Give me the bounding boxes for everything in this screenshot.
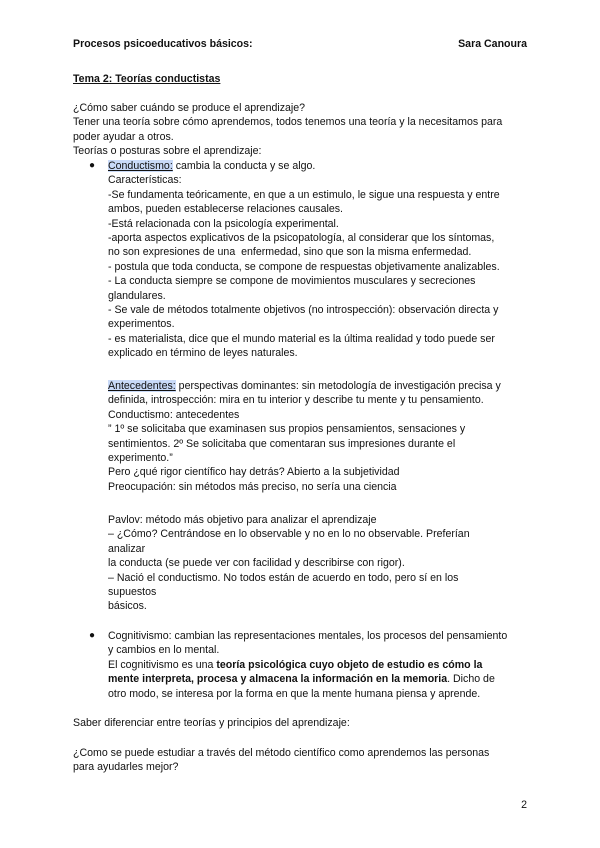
text-line: ambos, pueden establecerse relaciones causales. (108, 203, 343, 216)
text-line: supuestos (108, 586, 157, 599)
text-line: experimentos. (108, 318, 175, 331)
text-line: Pero ¿qué rigor científico hay detrás? Abierto a la subjetividad (108, 466, 400, 479)
closing-statement (73, 716, 533, 730)
pavlov-section (108, 513, 533, 614)
text-line: – ¿Cómo? Centrándose en lo observable y no en lo no observable. Preferían (108, 528, 470, 541)
text-line: Preocupación: sin métodos más preciso, no sería una ciencia (108, 480, 397, 493)
text-line: ” 1º se solicitaba que examinasen sus propios pensamientos, sensaciones y (108, 423, 466, 436)
antecedentes-heading (108, 379, 533, 393)
bullet-icon: ● (89, 160, 96, 171)
text-line: básicos. (108, 600, 147, 613)
text-line: - postula que toda conducta, se compone de respuestas objetivamente analizables. (108, 260, 500, 273)
intro-paragraph (73, 101, 533, 159)
text-line: Pavlov: método más objetivo para analizar el aprendizaje (108, 514, 377, 526)
text-line: la conducta (se puede ver con facilidad y describirse con rigor). (108, 557, 405, 570)
intro-line: poder ayudar a otros. (73, 130, 174, 143)
text-line: Conductismo: antecedentes (108, 408, 240, 421)
text-line: analizar (108, 542, 146, 555)
text-run: . Dicho de (447, 673, 495, 686)
intro-line: Tener una teoría sobre cómo aprendemos, todos tenemos una teoría y la necesitamos para (73, 116, 503, 129)
text-line: Cognitivismo: cambian las representaciones mentales, los procesos del pensamiento (108, 630, 508, 642)
closing-question (73, 746, 533, 775)
text-line: Saber diferenciar entre teorías y principios del aprendizaje: (73, 717, 350, 729)
author-name: Sara Canoura (458, 38, 527, 50)
bullet-icon: ● (89, 630, 96, 641)
text-line: otro modo, se interesa por la forma en que la mente humana piensa y aprende. (108, 687, 481, 700)
text-line: -aporta aspectos explicativos de la psicopatología, al considerar que los síntomas, (108, 232, 495, 245)
page-header (73, 37, 527, 51)
text-line: no son expresiones de una enfermedad, sino que son la misma enfermedad. (108, 246, 472, 259)
text-line: - Se vale de métodos totalmente objetivos (no introspección): observación directa y (108, 304, 499, 317)
text-line: y cambios en lo mental. (108, 644, 220, 657)
intro-line: Teorías o posturas sobre el aprendizaje: (73, 145, 262, 158)
conductismo-section (108, 159, 533, 361)
conductismo-definition: cambia la conducta y se algo. (172, 160, 316, 172)
text-line: experimento.” (108, 452, 173, 465)
bold-text: teoría psicológica cuyo objeto de estudio es cómo la (216, 658, 483, 671)
page-number: 2 (521, 799, 527, 811)
text-line (108, 672, 533, 686)
antecedentes-section (108, 379, 533, 494)
text-line (108, 658, 533, 672)
conductismo-term: Conductismo: (108, 160, 173, 172)
text-run: El cognitivismo es una (108, 658, 217, 671)
text-line: -Está relacionada con la psicología experimental. (108, 217, 339, 230)
text-line: explicado en término de leyes naturales. (108, 347, 298, 360)
text-line: para ayudarles mejor? (73, 761, 179, 774)
intro-line: ¿Cómo saber cuándo se produce el aprendizaje? (73, 102, 306, 114)
section-title: Tema 2: Teorías conductistas (73, 73, 221, 85)
text-line: – Nació el conductismo. No todos están de acuerdo en todo, pero sí en los (108, 571, 459, 584)
text-line: -Se fundamenta teóricamente, en que a un estimulo, le sigue una respuesta y entre (108, 188, 500, 201)
text-line: sentimientos. 2º Se solicitaba que comentaran sus impresiones durante el (108, 437, 456, 450)
antecedentes-definition: perspectivas dominantes: sin metodología de investigación precisa y (175, 380, 501, 392)
text-line: ¿Como se puede estudiar a través del método científico como aprendemos las personas (73, 747, 490, 759)
text-line: - es materialista, dice que el mundo material es la última realidad y todo puede ser (108, 332, 495, 345)
course-title: Procesos psicoeducativos básicos: (73, 38, 253, 50)
text-line: Características: (108, 174, 182, 187)
text-line: definida, introspección: mira en tu interior y describe tu mente y tu pensamiento. (108, 394, 484, 407)
bold-text: mente interpreta, procesa y almacena la información en la memoria (108, 673, 448, 686)
conductismo-heading (108, 159, 533, 173)
text-line: glandulares. (108, 289, 166, 302)
text-line: - La conducta siempre se compone de movimientos musculares y secreciones (108, 275, 476, 288)
cognitivismo-section (108, 629, 533, 701)
antecedentes-term: Antecedentes: (108, 380, 176, 392)
